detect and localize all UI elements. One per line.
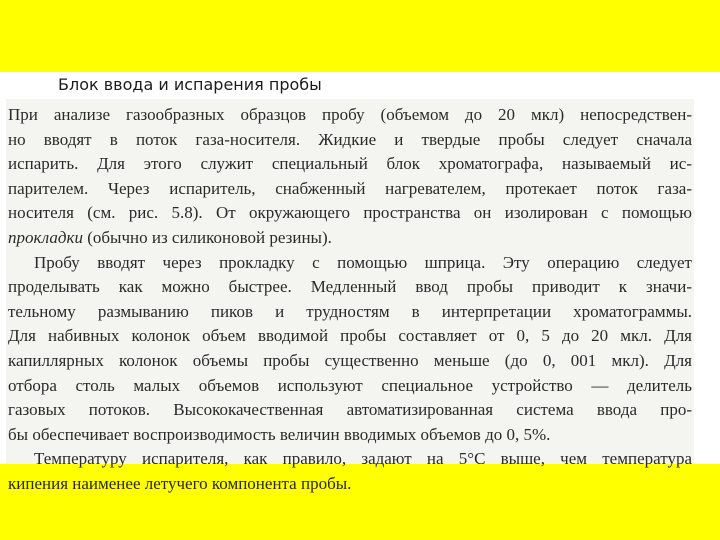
text-line: кипения наименее летучего компонента пробы. [8,473,352,493]
text-line: парителем. Через испаритель, снабженный нагревателем, протекает поток газа- [8,178,692,198]
text-line: бы обеспечивает воспроизводимость величин вводимых объемов до 0, 5%. [8,424,551,444]
text-line: отбора столь малых объемов используют специальное устройство — делитель [8,375,692,395]
slide-title: Блок ввода и испарения пробы [58,75,322,94]
text-line [8,226,692,251]
text-line: проделывать как можно быстрее. Медленный ввод пробы приводит к значи- [8,277,692,297]
page-text [8,103,692,497]
emphasized-term: прокладки [8,227,83,247]
text-line: но вводят в поток газа-носителя. Жидкие и твердые пробы следует сначала [8,129,692,149]
text-line: тельному размыванию пиков и трудностям в интерпретации хроматограммы. [8,301,692,321]
text-line: газовых потоков. Высококачественная автоматизированная система ввода про- [8,400,692,420]
text-line: При анализе газообразных образцов пробу (объемом до 20 мкл) непосредствен- [8,105,692,124]
text-line: Для набивных колонок объем вводимой пробы составляет от 0, 5 до 20 мкл. Для [8,326,692,346]
text-line: капиллярных колонок объемы пробы существенно меньше (до 0, 001 мкл). Для [8,350,692,370]
slide [0,72,720,493]
text-line: Пробу вводят через прокладку с помощью шприца. Эту операцию следует [34,252,692,272]
paragraph-3 [8,447,692,496]
paragraph-1 [8,103,692,251]
text-line: Температуру испарителя, как правило, задают на 5°C выше, чем температура [34,449,692,469]
paragraph-2 [8,251,692,448]
text-fragment: (обычно из силиконовой резины). [82,227,332,247]
scanned-page [6,99,694,493]
text-line: испарить. Для этого служит специальный блок хроматографа, называемый ис- [8,154,692,174]
text-line: носителя (см. рис. 5.8). От окружающего пространства он изолирован с помощью [8,203,692,223]
